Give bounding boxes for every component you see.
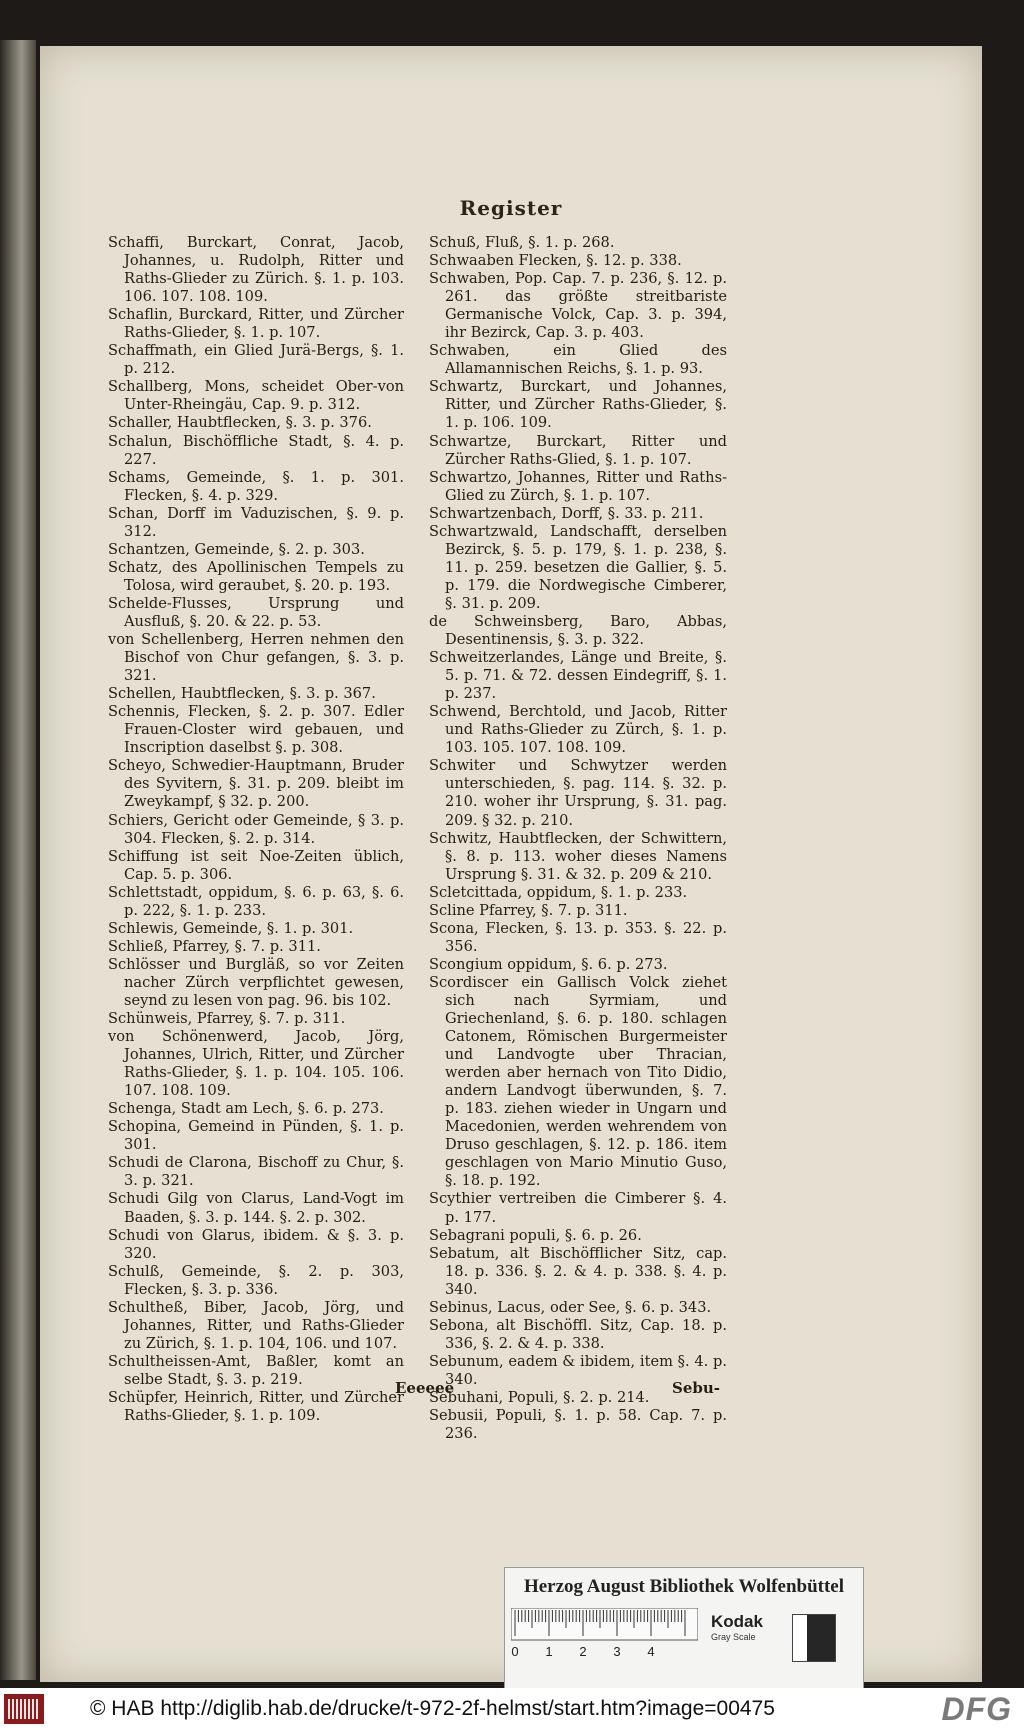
index-entry: Scythier vertreiben die Cimberer §. 4. p. 177. (429, 1190, 727, 1226)
source-link[interactable]: © HAB http://diglib.hab.de/drucke/t-972-2f-helmst/start.htm?image=00475 (90, 1697, 775, 1720)
library-name: Herzog August Bibliothek Wolfenbüttel (523, 1576, 845, 1597)
index-entry: Scline Pfarrey, §. 7. p. 311. (429, 901, 628, 919)
hab-logo-icon (4, 1694, 44, 1724)
register-column-right (429, 234, 727, 1443)
ruler-label: 0 (511, 1644, 519, 1659)
index-entry: Sebinus, Lacus, oder See, §. 6. p. 343. (429, 1298, 712, 1316)
viewer-footer (0, 1688, 1024, 1730)
index-entry: Scletcittada, oppidum, §. 1. p. 233. (429, 883, 688, 901)
index-entry: Sebuhani, Populi, §. 2. p. 214. (429, 1389, 650, 1406)
index-entry: Schweitzerlandes, Länge und Breite, §. 5. p. 71. & 72. dessen Eindegriff, §. 1. p. 237. (429, 649, 727, 703)
index-entry: Schlewis, Gemeinde, §. 1. p. 301. (108, 919, 354, 937)
index-entry: Schüpfer, Heinrich, Ritter, und Zürcher Raths-Glieder, §. 1. p. 109. (108, 1389, 404, 1425)
ruler-label: 1 (545, 1644, 553, 1659)
dfg-logo: DFG (941, 1691, 1012, 1727)
index-entry: Schallberg, Mons, scheidet Ober-von Unter-Rheingäu, Cap. 9. p. 312. (108, 378, 404, 414)
index-entry: Schwend, Berchtold, und Jacob, Ritter und Raths-Glieder zu Zürch, §. 1. p. 103. 105. 107. 108. 109. (429, 703, 727, 757)
catchword: Sebu- (672, 1379, 720, 1397)
index-entry: Schünweis, Pfarrey, §. 7. p. 311. (108, 1010, 346, 1028)
kodak-brand: Kodak (711, 1612, 763, 1631)
index-entry: Schwartzenbach, Dorff, §. 33. p. 211. (429, 504, 704, 522)
index-entry: von Schellenberg, Herren nehmen den Bischof von Chur gefangen, §. 3. p. 321. (108, 631, 404, 685)
index-entry: Schließ, Pfarrey, §. 7. p. 311. (108, 937, 321, 955)
index-entry: Schenga, Stadt am Lech, §. 6. p. 273. (108, 1100, 384, 1118)
index-entry: Schlettstadt, oppidum, §. 6. p. 63, §. 6. p. 222, §. 1. p. 233. (108, 883, 404, 919)
index-entry: Schwaben, Pop. Cap. 7. p. 236, §. 12. p. 261. das größte streitbariste Germanische Volck, Cap. 3. p. 394, ihr Bezirck, Cap. 3. p. 403. (429, 270, 727, 342)
index-entry: Schuß, Fluß, §. 1. p. 268. (429, 234, 615, 251)
index-entry: Schatz, des Apollinischen Tempels zu Tolosa, wird geraubet, §. 20. p. 193. (108, 558, 404, 594)
index-entry: Schulß, Gemeinde, §. 2. p. 303, Flecken, §. 3. p. 336. (108, 1262, 404, 1298)
index-entry: de Schweinsberg, Baro, Abbas, Desentinensis, §. 3. p. 322. (429, 612, 727, 649)
index-entry: Schaffi, Burckart, Conrat, Jacob, Johannes, u. Rudolph, Ritter und Raths-Glieder zu Zürich. §. 1. p. 103. 106. 107. 108. 109. (108, 234, 404, 306)
index-entry: Schudi Gilg von Clarus, Land-Vogt im Baaden, §. 3. p. 144. §. 2. p. 302. (108, 1190, 404, 1226)
index-entry: Schelde-Flusses, Ursprung und Ausfluß, §. 20. & 22. p. 53. (108, 594, 404, 630)
index-entry: Schiffung ist seit Noe-Zeiten üblich, Cap. 5. p. 306. (108, 847, 404, 883)
index-entry: Schlösser und Burgläß, so vor Zeiten nacher Zürch verpflichtet gewesen, seynd zu lesen von pag. 96. bis 102. (108, 955, 404, 1009)
index-entry: Schams, Gemeinde, §. 1. p. 301. Flecken, §. 4. p. 329. (108, 468, 404, 504)
index-entry: Scordiscer ein Gallisch Volck ziehet sich nach Syrmiam, und Griechenland, §. 6. p. 180. schlagen Catonem, Römischen Burgermeister und Landvogte uber Thracian, werden aber hernach von Tito Didio, andern Landvogt überwunden, §. 7. p. 183. ziehen wieder in Ungarn und Macedonien, werden wehrendem von Druso geschlagen, §. 12. p. 186. item geschlagen von Mario Minutio Guso, §. 18. p. 192. (429, 973, 727, 1190)
index-entry: Sebunum, eadem & ibidem, item §. 4. p. 340. (429, 1352, 727, 1388)
index-entry: Schaller, Haubtflecken, §. 3. p. 376. (108, 414, 372, 432)
index-entry: Sebusii, Populi, §. 1. p. 58. Cap. 7. p. 236. (429, 1407, 727, 1443)
ruler-label: 3 (613, 1644, 621, 1659)
index-entry: Schudi von Glarus, ibidem. & §. 3. p. 320. (108, 1226, 404, 1262)
gray-patch (792, 1614, 836, 1662)
index-entry: Schwaaben Flecken, §. 12. p. 338. (429, 252, 682, 270)
ruler-label: 2 (579, 1644, 587, 1659)
index-entry: Schwartz, Burckart, und Johannes, Ritter, und Zürcher Raths-Glieder, §. 1. p. 106. 109. (429, 378, 727, 432)
index-entry: Schudi de Clarona, Bischoff zu Chur, §. 3. p. 321. (108, 1154, 404, 1190)
index-entry: von Schönenwerd, Jacob, Jörg, Johannes, Ulrich, Ritter, und Zürcher Raths-Glieder, §. 1. p. 104. 105. 106. 107. 108. 109. (108, 1028, 404, 1100)
kodak-label (711, 1612, 773, 1660)
index-entry: Schan, Dorff im Vaduzischen, §. 9. p. 312. (108, 504, 404, 540)
index-entry: Schwaben, ein Glied des Allamannischen Reichs, §. 1. p. 93. (429, 342, 727, 378)
signature-mark: Eeeeee (395, 1379, 455, 1397)
ruler-label: 4 (647, 1644, 655, 1659)
register-column-left (108, 234, 404, 1425)
index-entry: Schaffmath, ein Glied Jurä-Bergs, §. 1. p. 212. (108, 342, 404, 378)
ruler-scale (511, 1608, 698, 1660)
book-page (40, 46, 982, 1682)
index-entry: Schwartze, Burckart, Ritter und Zürcher Raths-Glied, §. 1. p. 107. (429, 432, 727, 468)
color-reference-card (504, 1567, 864, 1697)
index-entry: Schaflin, Burckard, Ritter, und Zürcher Raths-Glieder, §. 1. p. 107. (108, 306, 404, 342)
index-entry: Schopina, Gemeind in Pünden, §. 1. p. 301. (108, 1118, 404, 1154)
adjacent-page-edge (0, 40, 36, 1680)
index-entry: Schellen, Haubtflecken, §. 3. p. 367. (108, 685, 376, 703)
index-entry: Scheyo, Schwedier-Hauptmann, Bruder des Syvitern, §. 31. p. 209. bleibt im Zweykampf, § 32. p. 200. (108, 757, 404, 811)
index-entry: Scona, Flecken, §. 13. p. 353. §. 22. p. 356. (429, 919, 727, 955)
index-entry: Schantzen, Gemeinde, §. 2. p. 303. (108, 540, 365, 558)
index-entry: Schwartzo, Johannes, Ritter und Raths-Glied zu Zürch, §. 1. p. 107. (429, 468, 727, 504)
index-entry: Schwiter und Schwytzer werden unterschieden, §. pag. 114. §. 32. p. 210. woher ihr Ursprung, §. 31. pag. 209. § 32. p. 210. (429, 757, 727, 829)
index-entry: Sebagrani populi, §. 6. p. 26. (429, 1226, 642, 1244)
index-entry: Sebona, alt Bischöffl. Sitz, Cap. 18. p. 336, §. 2. & 4. p. 338. (429, 1316, 727, 1352)
index-entry: Schwitz, Haubtflecken, der Schwittern, §. 8. p. 113. woher dieses Namens Ursprung §. 31. & 32. p. 209 & 210. (429, 829, 727, 883)
index-entry: Schwartzwald, Landschafft, derselben Bezirck, §. 5. p. 179, §. 1. p. 238, §. 11. p. 259. besetzen die Gallier, §. 5. p. 179. die Nordwegische Cimberer, §. 31. p. 209. (429, 522, 727, 612)
gray-scale-label: Gray Scale (711, 1632, 756, 1642)
index-entry: Schultheissen-Amt, Baßler, komt an selbe Stadt, §. 3. p. 219. (108, 1352, 404, 1388)
index-entry: Sebatum, alt Bischöfflicher Sitz, cap. 18. p. 336. §. 2. & 4. p. 338. §. 4. p. 340. (429, 1244, 727, 1298)
index-entry: Schennis, Flecken, §. 2. p. 307. Edler Frauen-Closter wird gebauen, und Inscription daselbst §. p. 308. (108, 703, 404, 757)
page-header: Register (459, 196, 563, 220)
index-entry: Schultheß, Biber, Jacob, Jörg, und Johannes, Ritter, und Raths-Glieder zu Zürich, §. 1. p. 104, 106. und 107. (108, 1298, 404, 1352)
index-entry: Scongium oppidum, §. 6. p. 273. (429, 955, 668, 973)
index-entry: Schalun, Bischöffliche Stadt, §. 4. p. 227. (108, 432, 404, 468)
index-entry: Schiers, Gericht oder Gemeinde, § 3. p. 304. Flecken, §. 2. p. 314. (108, 811, 404, 847)
